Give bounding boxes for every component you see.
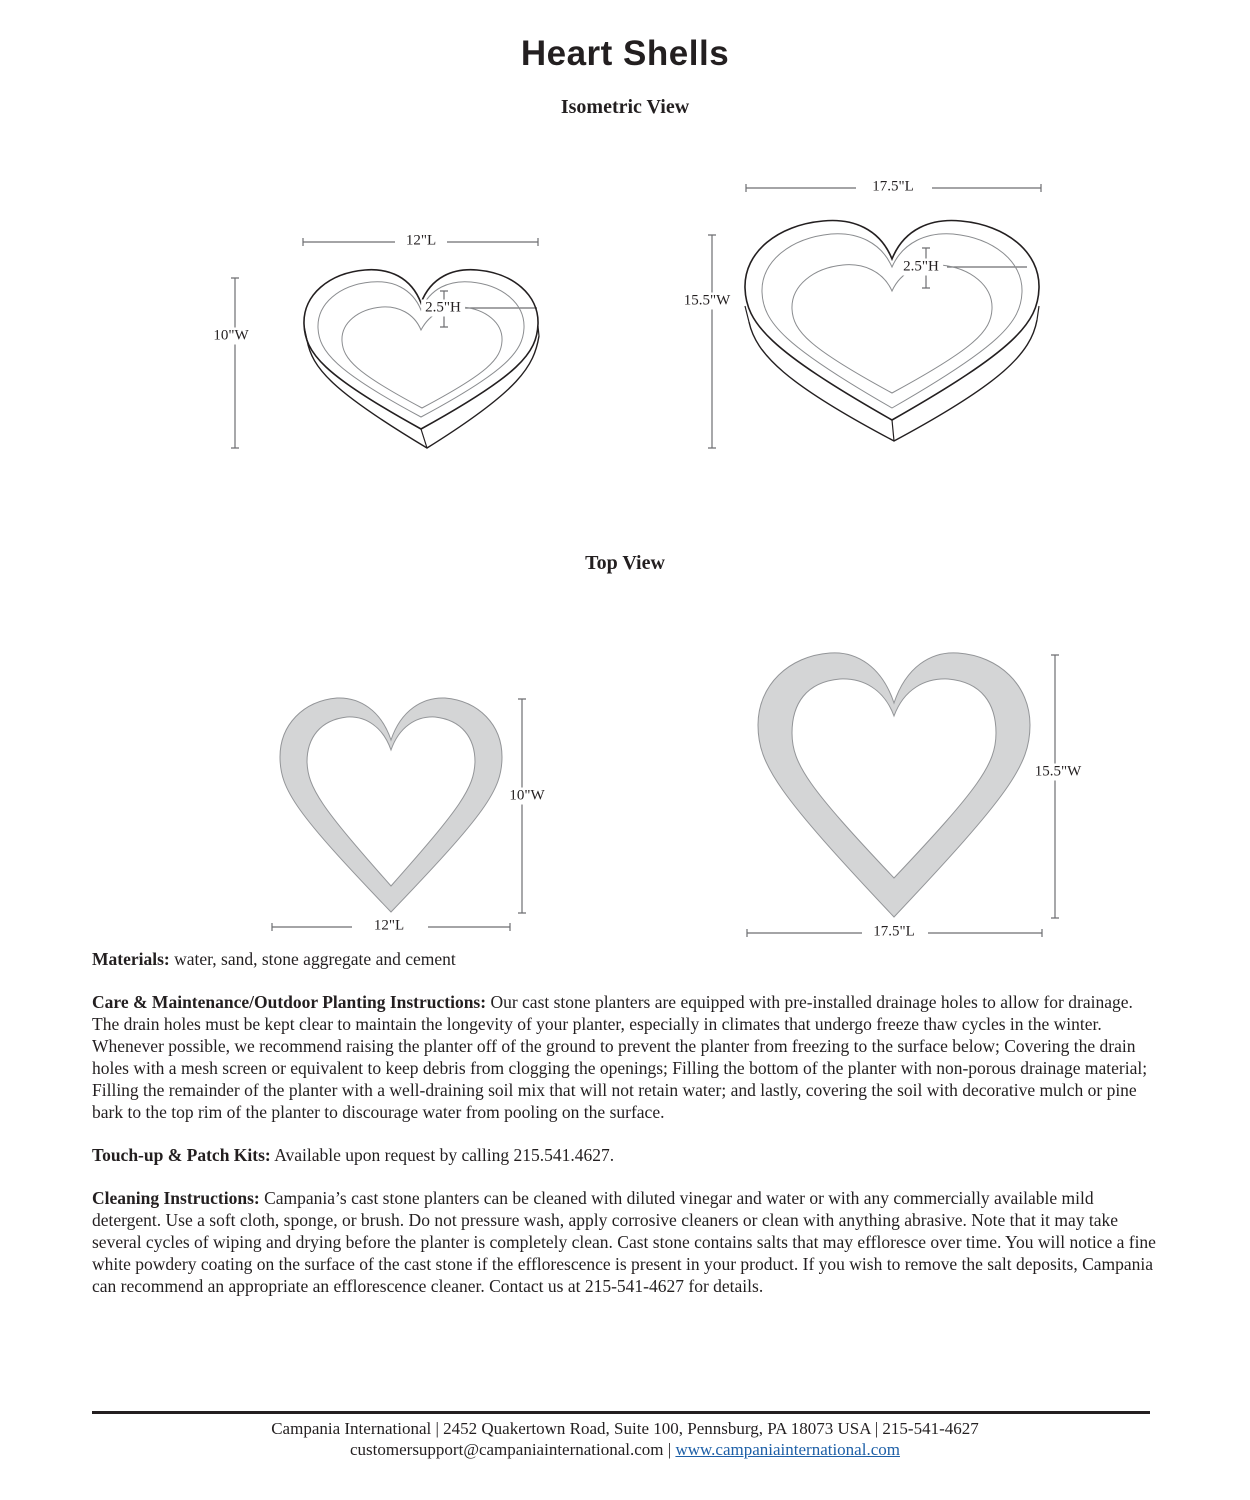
iso-small-width-label: 10"W <box>209 328 252 345</box>
cleaning-paragraph <box>92 1187 1164 1297</box>
touchup-label: Touch-up & Patch Kits: <box>92 1145 271 1165</box>
materials-paragraph <box>92 948 1164 970</box>
touchup-text: Available upon request by calling 215.541.4627. <box>274 1145 615 1165</box>
care-text: Our cast stone planters are equipped with pre-installed drainage holes to allow for drainage. The drain holes must be kept clear to maintain the longevity of your planter, especially in climates that undergo freeze thaw cycles in the winter. Whenever possible, we recommend raising the planter off of the ground to prevent the planter from freezing to the surface below; Covering the drain holes with a mesh screen or equivalent to keep debris from clogging the openings; Filling the bottom of the planter with non-porous drainage material; Filling the remainder of the planter with a well-draining soil mix that will not retain water; and lastly, covering the soil with decorative mulch or pine bark to the top rim of the planter to discourage water from pooling on the surface. <box>92 992 1148 1122</box>
iso-large-height-label: 2.5"H <box>899 259 943 276</box>
iso-small-length-label: 12"L <box>405 232 437 249</box>
footer-rule <box>92 1411 1150 1414</box>
footer-email: customersupport@campaniainternational.com <box>350 1440 664 1459</box>
care-paragraph <box>92 991 1164 1123</box>
iso-large-length-label: 17.5"L <box>872 178 914 195</box>
page-title: Heart Shells <box>520 34 730 73</box>
materials-label: Materials: <box>92 949 170 969</box>
care-label: Care & Maintenance/Outdoor Planting Instructions: <box>92 992 487 1012</box>
top-large-drawing <box>747 653 1059 937</box>
footer <box>0 1418 1250 1460</box>
footer-separator: | <box>667 1440 672 1459</box>
top-small-width-label: 10"W <box>505 788 548 805</box>
spec-text-block <box>92 948 1164 1318</box>
footer-address-line: Campania International | 2452 Quakertown Road, Suite 100, Pennsburg, PA 18073 USA | 215-541-4627 <box>271 1419 979 1438</box>
materials-text: water, sand, stone aggregate and cement <box>174 949 456 969</box>
footer-contact-line <box>0 1439 1250 1460</box>
iso-large-width-label: 15.5"W <box>680 293 735 310</box>
iso-small-height-label: 2.5"H <box>421 300 465 317</box>
cleaning-label: Cleaning Instructions: <box>92 1188 260 1208</box>
touchup-paragraph <box>92 1144 1164 1166</box>
top-small-drawing <box>272 698 526 931</box>
iso-large-drawing <box>708 184 1041 448</box>
iso-small-drawing <box>231 238 539 448</box>
top-small-length-label: 12"L <box>373 917 405 934</box>
section-heading-isometric: Isometric View <box>560 96 690 118</box>
website-link[interactable]: www.campaniainternational.com <box>675 1440 900 1459</box>
top-large-width-label: 15.5"W <box>1031 764 1086 781</box>
cleaning-text: Campania’s cast stone planters can be cleaned with diluted vinegar and water or with any commercially available mild detergent. Use a soft cloth, sponge, or brush. Do not pressure wash, apply corrosive cleaners or clean with anything abrasive. Note that it may take several cycles of wiping and drying before the planter is completely clean. Cast stone contains salts that may effloresce over time. You will notice a fine white powdery coating on the surface of the cast stone if the efflorescence is present in your product. If you wish to remove the salt deposits, Campania can recommend an appropriate an efflorescence cleaner. Contact us at 215-541-4627 for details. <box>92 1188 1156 1296</box>
section-heading-top: Top View <box>585 552 665 574</box>
top-large-length-label: 17.5"L <box>873 923 915 940</box>
